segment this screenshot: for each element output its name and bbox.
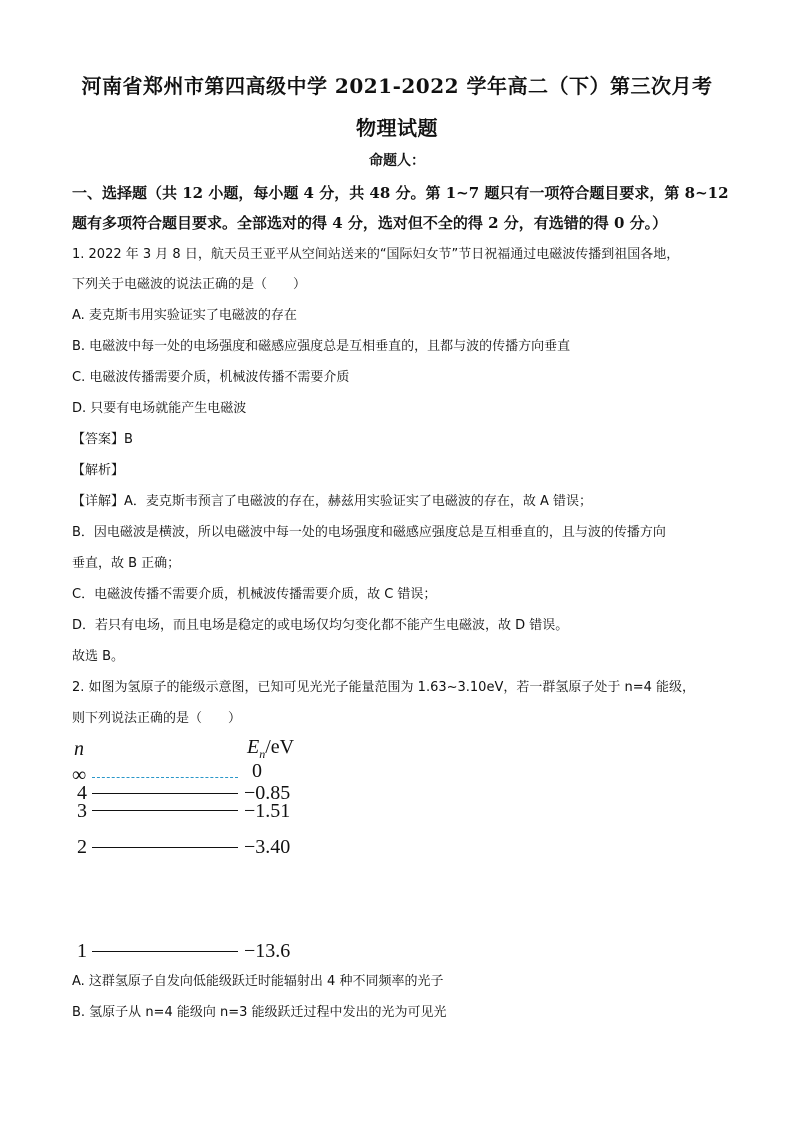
level-label-1: 1 bbox=[77, 940, 87, 962]
diagram-energy-axis-label bbox=[247, 736, 294, 762]
q1-option-a: A. 麦克斯韦用实验证实了电磁波的存在 bbox=[72, 308, 297, 323]
level-energy-2: −3.40 bbox=[244, 836, 291, 858]
q1-detail-line5: D．若只有电场，而且电场是稳定的或电场仅均匀变化都不能产生电磁波，故 D 错误。 bbox=[72, 618, 569, 633]
q1-detail-line1: 【详解】A．麦克斯韦预言了电磁波的存在，赫兹用实验证实了电磁波的存在，故 A 错误； bbox=[72, 494, 593, 509]
level-line-3 bbox=[92, 810, 238, 811]
q2-option-a: A. 这群氢原子自发向低能级跃迁时能辐射出 4 种不同频率的光子 bbox=[72, 974, 444, 989]
q1-option-b: B. 电磁波中每一处的电场强度和磁感应强度总是互相垂直的，且都与波的传播方向垂直 bbox=[72, 339, 571, 354]
q1-stem-line2: 下列关于电磁波的说法正确的是（ ） bbox=[72, 277, 307, 292]
author-line: 命题人： bbox=[369, 153, 425, 169]
energy-unit: /eV bbox=[265, 736, 295, 758]
q2-option-b: B. 氢原子从 n=4 能级向 n=3 能级跃迁过程中发出的光为可见光 bbox=[72, 1005, 447, 1020]
q1-detail-line3: 垂直，故 B 正确； bbox=[72, 556, 181, 571]
level-line-4 bbox=[92, 793, 238, 794]
q2-stem-line1: 2. 如图为氢原子的能级示意图，已知可见光光子能量范围为 1.63~3.10eV，若一群氢原子处于 n=4 能级， bbox=[72, 680, 696, 695]
q1-stem-line1: 1. 2022 年 3 月 8 日，航天员王亚平从空间站送来的“国际妇女节”节日祝福通过电磁波传播到祖国各地， bbox=[72, 247, 680, 262]
level-label-inf: ∞ bbox=[72, 764, 87, 786]
q1-conclusion: 故选 B。 bbox=[72, 649, 125, 664]
energy-symbol: E bbox=[247, 736, 260, 758]
q1-detail-line2: B．因电磁波是横波，所以电磁波中每一处的电场强度和磁感应强度总是互相垂直的，且与波的传播方向 bbox=[72, 525, 666, 540]
level-energy-1: −13.6 bbox=[244, 940, 291, 962]
energy-subscript: n bbox=[259, 747, 266, 761]
q1-option-d: D. 只要有电场就能产生电磁波 bbox=[72, 401, 247, 416]
section-heading-line1: 一、选择题（共 12 小题，每小题 4 分，共 48 分。第 1~7 题只有一项符合题目要求，第 8~12 bbox=[72, 184, 729, 202]
exam-title: 河南省郑州市第四高级中学 2021-2022 学年高二（下）第三次月考 bbox=[81, 74, 713, 98]
exam-subject: 物理试题 bbox=[356, 116, 438, 140]
q2-stem-line2: 则下列说法正确的是（ ） bbox=[72, 711, 242, 726]
level-energy-inf: 0 bbox=[252, 760, 262, 782]
level-line-inf bbox=[92, 777, 238, 778]
q1-detail-line4: C．电磁波传播不需要介质，机械波传播需要介质，故 C 错误； bbox=[72, 587, 437, 602]
q1-option-c: C. 电磁波传播需要介质，机械波传播不需要介质 bbox=[72, 370, 350, 385]
level-line-2 bbox=[92, 847, 238, 848]
energy-level-diagram bbox=[72, 738, 312, 968]
level-label-4: 4 bbox=[77, 782, 87, 804]
level-label-2: 2 bbox=[77, 836, 87, 858]
section-heading-line2: 题有多项符合题目要求。全部选对的得 4 分，选对但不全的得 2 分，有选错的得 0 分。） bbox=[72, 214, 668, 232]
q1-answer: 【答案】B bbox=[72, 432, 133, 447]
level-energy-3: −1.51 bbox=[244, 800, 291, 822]
diagram-n-axis-label: n bbox=[74, 738, 84, 760]
q1-analysis-label: 【解析】 bbox=[72, 463, 125, 478]
level-line-1 bbox=[92, 951, 238, 952]
level-energy-4: −0.85 bbox=[244, 782, 291, 804]
level-label-3: 3 bbox=[77, 800, 87, 822]
